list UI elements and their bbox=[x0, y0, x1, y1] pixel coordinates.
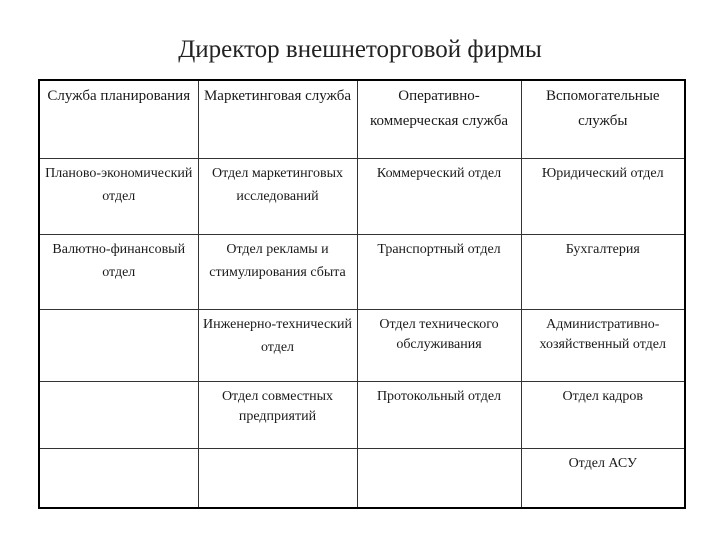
table-cell: Отдел АСУ bbox=[521, 448, 685, 508]
table-row bbox=[39, 309, 685, 381]
column-header-commercial: Оперативно-коммерческая служба bbox=[357, 80, 521, 158]
table-row bbox=[39, 381, 685, 448]
table-cell: Планово-экономический отдел bbox=[39, 158, 198, 234]
table-cell: Транспортный отдел bbox=[357, 234, 521, 309]
table-row bbox=[39, 448, 685, 508]
table-row bbox=[39, 158, 685, 234]
column-header-auxiliary: Вспомогательные службы bbox=[521, 80, 685, 158]
table-cell: Отдел рекламы и стимулирования сбыта bbox=[198, 234, 357, 309]
table-cell: Административно-хозяйственный отдел bbox=[521, 309, 685, 381]
table-cell: Отдел кадров bbox=[521, 381, 685, 448]
table-cell: Отдел технического обслуживания bbox=[357, 309, 521, 381]
column-header-planning: Служба планирования bbox=[39, 80, 198, 158]
page-title: Директор внешнеторговой фирмы bbox=[178, 36, 542, 63]
table-cell: Коммерческий отдел bbox=[357, 158, 521, 234]
table-cell: Отдел маркетинговых исследований bbox=[198, 158, 357, 234]
table-cell: Бухгалтерия bbox=[521, 234, 685, 309]
column-header-marketing: Маркетинговая служба bbox=[198, 80, 357, 158]
table-cell: Инженерно-технический отдел bbox=[198, 309, 357, 381]
org-structure-table bbox=[38, 79, 686, 509]
table-cell bbox=[198, 448, 357, 508]
table-cell bbox=[39, 381, 198, 448]
table-cell bbox=[39, 448, 198, 508]
table-cell: Валютно-финансовый отдел bbox=[39, 234, 198, 309]
table-cell bbox=[39, 309, 198, 381]
table-header-row bbox=[39, 80, 685, 158]
table-cell: Протокольный отдел bbox=[357, 381, 521, 448]
table-cell: Юридический отдел bbox=[521, 158, 685, 234]
table-cell: Отдел совместных предприятий bbox=[198, 381, 357, 448]
table-cell bbox=[357, 448, 521, 508]
table-row bbox=[39, 234, 685, 309]
